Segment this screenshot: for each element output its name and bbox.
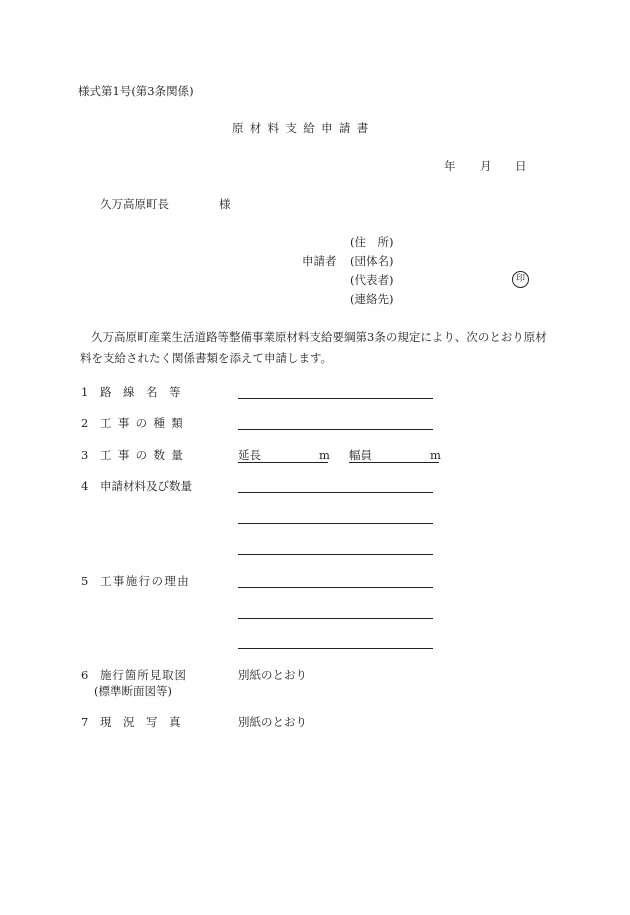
item-label-site-sketch: 施行箇所見取図 — [100, 668, 187, 682]
applicant-representative-label: (代表者) — [350, 273, 394, 287]
length-label: 延長 — [238, 448, 261, 462]
date-month-label: 月 — [480, 159, 492, 173]
width-unit: m — [430, 448, 441, 462]
site-sketch-value: 別紙のとおり — [238, 668, 307, 682]
item-number: 1 — [81, 385, 89, 399]
applicant-label: 申請者 — [302, 254, 337, 268]
item-number: 5 — [81, 574, 89, 588]
seal-mark: 印 — [512, 271, 529, 288]
reason-line — [238, 587, 433, 588]
materials-line — [238, 523, 433, 524]
item-number: 3 — [81, 448, 89, 462]
item-label-reason: 工事施行の理由 — [100, 574, 191, 588]
date-day-label: 日 — [515, 159, 527, 173]
current-photos-value: 別紙のとおり — [238, 715, 307, 729]
length-line — [238, 462, 328, 463]
applicant-address-label: (住 所) — [350, 235, 394, 249]
item-label-current-photos: 現 況 写 真 — [100, 715, 181, 729]
width-line — [349, 462, 439, 463]
body-paragraph: 久万高原町産業生活道路等整備事業原材料支給要綱第3条の規定により、次のとおり原材料を支給されたく関係書類を添えて申請します。 — [80, 330, 547, 365]
date-year-label: 年 — [444, 159, 456, 173]
item-number: 7 — [81, 715, 89, 729]
length-unit: m — [319, 448, 330, 462]
addressee-name: 久万高原町長 — [100, 197, 169, 211]
work-type-line — [238, 429, 433, 430]
applicant-organization-label: (団体名) — [350, 254, 394, 268]
item-number: 6 — [81, 668, 89, 682]
item-number: 4 — [81, 479, 89, 493]
route-name-line — [238, 398, 433, 399]
item-label-work-type: 工事の種類 — [100, 416, 190, 430]
addressee-honorific: 様 — [219, 197, 231, 211]
item-label-materials: 申請材料及び数量 — [100, 479, 192, 493]
item-label-route-name: 路 線 名 等 — [100, 385, 181, 399]
reason-line — [238, 618, 433, 619]
materials-line — [238, 492, 433, 493]
materials-line — [238, 554, 433, 555]
item-sub-label-cross-section: (標準断面図等) — [94, 684, 172, 698]
reason-line — [238, 648, 433, 649]
width-label: 幅員 — [349, 448, 372, 462]
item-number: 2 — [81, 416, 89, 430]
item-label-work-quantity: 工事の数量 — [100, 448, 190, 462]
applicant-contact-label: (連絡先) — [350, 292, 394, 306]
form-title: 原材料支給申請書 — [232, 121, 375, 135]
form-number: 様式第1号(第3条関係) — [78, 84, 194, 98]
